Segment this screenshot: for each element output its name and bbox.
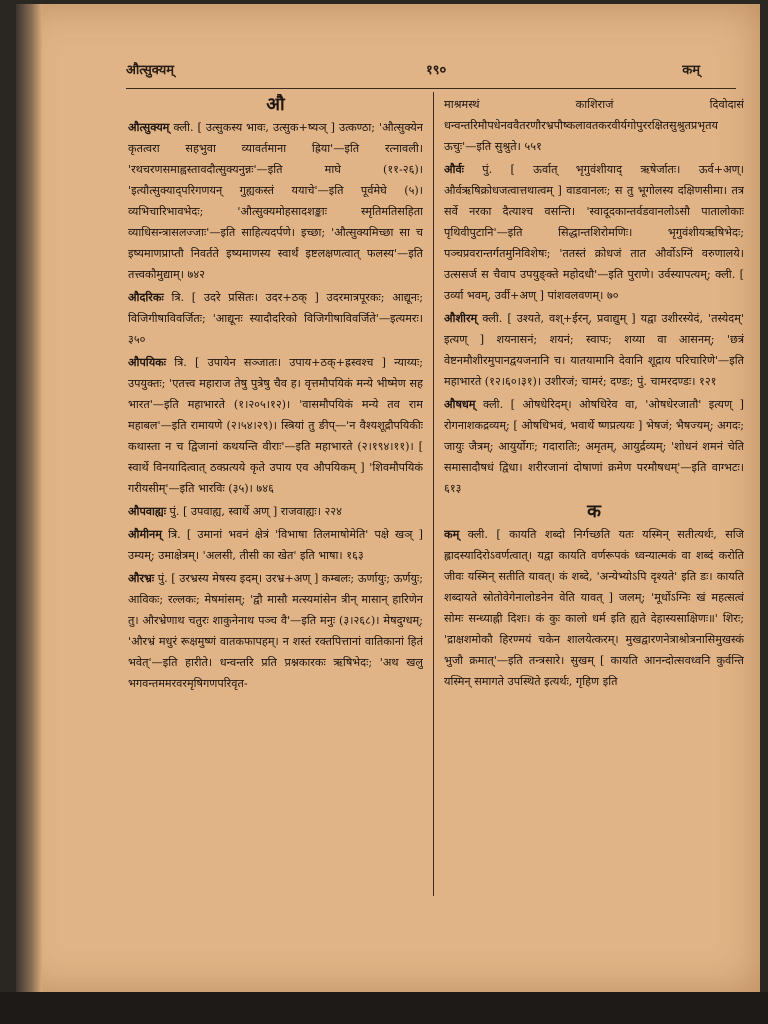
entry-definition: त्रि. [ उपायेन सञ्जातः। उपाय+ठक्+ह्रस्वश्च ] न्याय्यः; उपयुक्तः; 'एतत्त्व महाराज तेषु पुत्रेषु चैव ह। वृत्तमौपयिकं मन्ये भीष्मेण सह भारत'—इति महाभारते (१।२०५।१२)। 'वासमौपयिकं मन्ये तव राम महाबल'—इति रामायणे (२।५४।२९)। स्त्रियां तु ङीप्—'न वैश्यशूद्रौपयिकीः कथास्ता न च द्विजानां कथयन्ति वीराः'—इति महाभारते (२।१९४।११)। [ स्वार्थे विनयादित्वात् ठक्प्रत्यये कृते उपाय एव औपयिकम् ] 'शिवमौपयिकं गरीयसीम्'—इति भारविः (३५)। ७४६ (128, 356, 423, 495)
entry-definition: माश्रमस्थं काशिराजं दिवोदासं धन्वन्तरिमौपधेनववैतरणौरभ्रपौष्कलावतकरवीर्यगोपुररक्षितसुश्रुतप्रभृतय ऊचुः'—इति सुश्रुते। ५५१ (444, 98, 744, 153)
dictionary-entry (444, 308, 744, 392)
entry-definition: पुं. [ ऊर्वात् भृगुवंशीयाद् ऋषेर्जातः। ऊर्व+अण्। और्वऋषिक्रोधजत्वात्तथात्वम् ] वाडवानलः; स तु भूगोलस्य दक्षिणसीमा। तत्र सर्वे नरका दैत्याश्च वसन्ति। 'स्वादूदकान्तर्वडवानलोऽसौ पातालोकाः पृथिवीपुटानि'—इति सिद्धान्तशिरोमणिः। भृगुवंशीयऋषिभेदः; पञ्चप्रवरान्तर्गतमुनिविशेषः; 'ततस्तं क्रोधजं तात और्वोऽग्निं वरुणालये। उत्ससर्ज स चैवाप उपयुङ्क्ते महोदधौ'—इति पुराणे। उर्वस्यापत्यम्; क्ली. [ उर्व्या भवम्, उर्वी+अण् ] पांशवलवणम्। ७० (444, 163, 744, 302)
dictionary-entry (444, 94, 744, 157)
entry-definition: क्ली. [ उश्यते, वश्+ईरन्, प्रवाद्युम् ] यद्वा उशीरस्येदं, 'तस्येदम्' इत्यण् ] शयनासनं; शयनं; स्वापः; शय्या वा आसनम्; 'छत्रं वेष्टनमौशीरमुपानद्वयजनानि च। यातयामानि देवानि शूद्राय परिचारिणे'—इति महाभारते (१२।६०।३१)। उशीरजं; चामरं; दण्डः; पुं. चामरदण्डः। १२१ (444, 312, 744, 388)
entry-definition: पुं. [ उपवाह्य, स्वार्थे अण् ] राजवाह्यः। २२४ (165, 505, 342, 518)
entry-headword: औपयिकः (128, 355, 167, 369)
column-divider (433, 92, 434, 896)
entry-definition: त्रि. [ उमानां भवनं क्षेत्रं 'विभाषा तिलमाषोमेति' पक्षे खञ् ] उम्यम्; उमाक्षेत्रम्। 'अलसी, तीसी का खेत' इति भाषा। १६३ (128, 528, 423, 562)
entry-headword: और्वः (444, 162, 464, 176)
entry-definition: क्ली. [ ओषधेरिदम्। ओषधिरेव वा, 'ओषधेरजातौ' इत्यण् ] रोगनाशकद्रव्यम्; [ ओषधिभवं, भवार्थे ष्णप्रत्ययः ] भेषजं; भैषज्यम्; अगदः; जायुः जैत्रम्; आयुर्योगः; गदारातिः; अमृतम्, आयुर्द्रव्यम्; 'शोधनं शमनं चेति समासादौषधं द्विधा। शरीरजानां दोषाणां क्रमेण परमौषधम्'—इति वाग्भटः। ६१३ (444, 398, 744, 495)
header-rule (126, 88, 736, 89)
entry-definition: त्रि. [ उदरे प्रसितः। उदर+ठक् ] उदरमात्रपूरकः; आद्यूनः; विजिगीषाविवर्जितः; 'आद्यूनः स्यादौदरिको विजिगीषाविवर्जिते'—इत्यमरः। ३५० (128, 291, 423, 346)
dictionary-entry (128, 568, 423, 694)
left-column (128, 94, 423, 892)
entry-headword: औमीनम् (128, 527, 162, 541)
right-column (444, 94, 744, 892)
page-header (126, 60, 740, 82)
dictionary-entry (128, 287, 423, 350)
entry-headword: औत्सुक्यम् (128, 120, 170, 134)
dictionary-entry (128, 117, 423, 285)
entry-definition: क्ली. [ उत्सुकस्य भावः, उत्सुक+ष्यञ् ] उत्कण्ठा; 'औत्सुक्येन कृतत्वरा सहभुवा व्यावर्तमाना ह्रिया'—इति रत्नावली। 'रथचरणसमाह्वस्तावदौत्सुक्यनुन्नः'—इति माघे (११-२६)। 'इत्यौत्सुक्याद्परिगणयन् गुह्यकस्तं ययाचे'—इति पूर्वमेघे (५)। व्यभिचारिभावभेदः; 'औत्सुक्यमोहसादशङ्काः स्मृतिमतिसहिता व्याधिसन्त्रासलज्जाः'—इति साहित्यदर्पणे। इच्छा; 'औत्सुक्यमिच्छा सा च इष्यमाणप्राप्तौ निवर्तते इष्यमाणस्य स्वार्थं इष्टलक्षणत्वात् फलस्य'—इति तत्त्वकौमुद्याम्। ७४२ (128, 121, 423, 281)
entry-headword: कम् (444, 527, 460, 541)
header-left-guideword: औत्सुक्यम् (126, 63, 175, 78)
section-letter-ka: क (587, 501, 601, 522)
book-binding (16, 4, 42, 992)
entry-headword: औपवाह्यः (128, 504, 166, 518)
dictionary-entry (128, 524, 423, 566)
dictionary-entry (444, 394, 744, 499)
section-letter-au: औ (266, 94, 285, 115)
dictionary-entry (128, 501, 423, 522)
entry-headword: औदरिकः (128, 290, 164, 304)
dictionary-entry (444, 524, 744, 692)
page-number: १९० (426, 63, 447, 78)
dictionary-entry (128, 352, 423, 499)
entry-definition: पुं. [ उरभ्रस्य मेषस्य इदम्। उरभ्र+अण् ] कम्बलः; ऊर्णायुः; ऊर्णयुः; आविकः; रल्लकः; मेषमांसम्; 'द्वौ मासौ मत्स्यमांसेन त्रीन् मासान् हारिणेन तु। औरभ्रेणाथ चतुरः शाकुनेनाथ पञ्च वै'—इति मनुः (३।२६८)। मेषदुग्धम्; 'औरभ्रं मधुरं रूक्षमुष्णं वातकफापहम्। न शस्तं रक्तपित्तानां वातिकानां हितं भवेत्'—इति हारीते। धन्वन्तरि प्रति प्रश्नकारकः ऋषिभेदः; 'अथ खलु भगवन्तममरवरमृषिगणपरिवृत- (128, 572, 423, 690)
entry-definition: क्ली. [ कायति शब्दो निर्गच्छति यतः यस्मिन् सतीत्यर्थः, सजि ह्लादस्यादिरोऽवर्णत्वात्। यद्वा कायति वर्णरूपकं ध्वन्यात्मकं वा शब्दं करोति जीवः यस्मिन् सतीति यावत्। कं शब्दे, 'अन्येभ्योऽपि दृश्यते' इति डः। कायति शब्दायते स्रोतोवेगेनालोडनेन वेति यावत् ] जलम्; 'मूर्धोऽग्निः खं महत्सत्वं सोमः सन्ध्याह्नी दिशः। कं कुः कालो धर्म इति ह्यते देहास्यसाक्षिणः॥' शिरः; 'द्राक्षशमोकौ हिरण्मयं चकेन शालयेत्करम्। मुखद्वारणनेत्राश्रोत्रनासिमुखस्कं भुजौ क्रमात्'—इति तन्त्रसारे। सुखम् [ कायति आनन्दोत्सवध्वनि कुर्वन्ति यस्मिन् समागते उपस्थिते इत्यर्थः, गृहिण इति (444, 528, 744, 688)
table-surface (0, 992, 768, 1024)
dictionary-page (16, 4, 760, 992)
entry-headword: औशीरम् (444, 311, 478, 325)
entry-headword: औरभ्रः (128, 571, 155, 585)
entry-headword: औषधम् (444, 397, 476, 411)
header-right-guideword: कम् (682, 63, 700, 78)
dictionary-entry (444, 159, 744, 306)
